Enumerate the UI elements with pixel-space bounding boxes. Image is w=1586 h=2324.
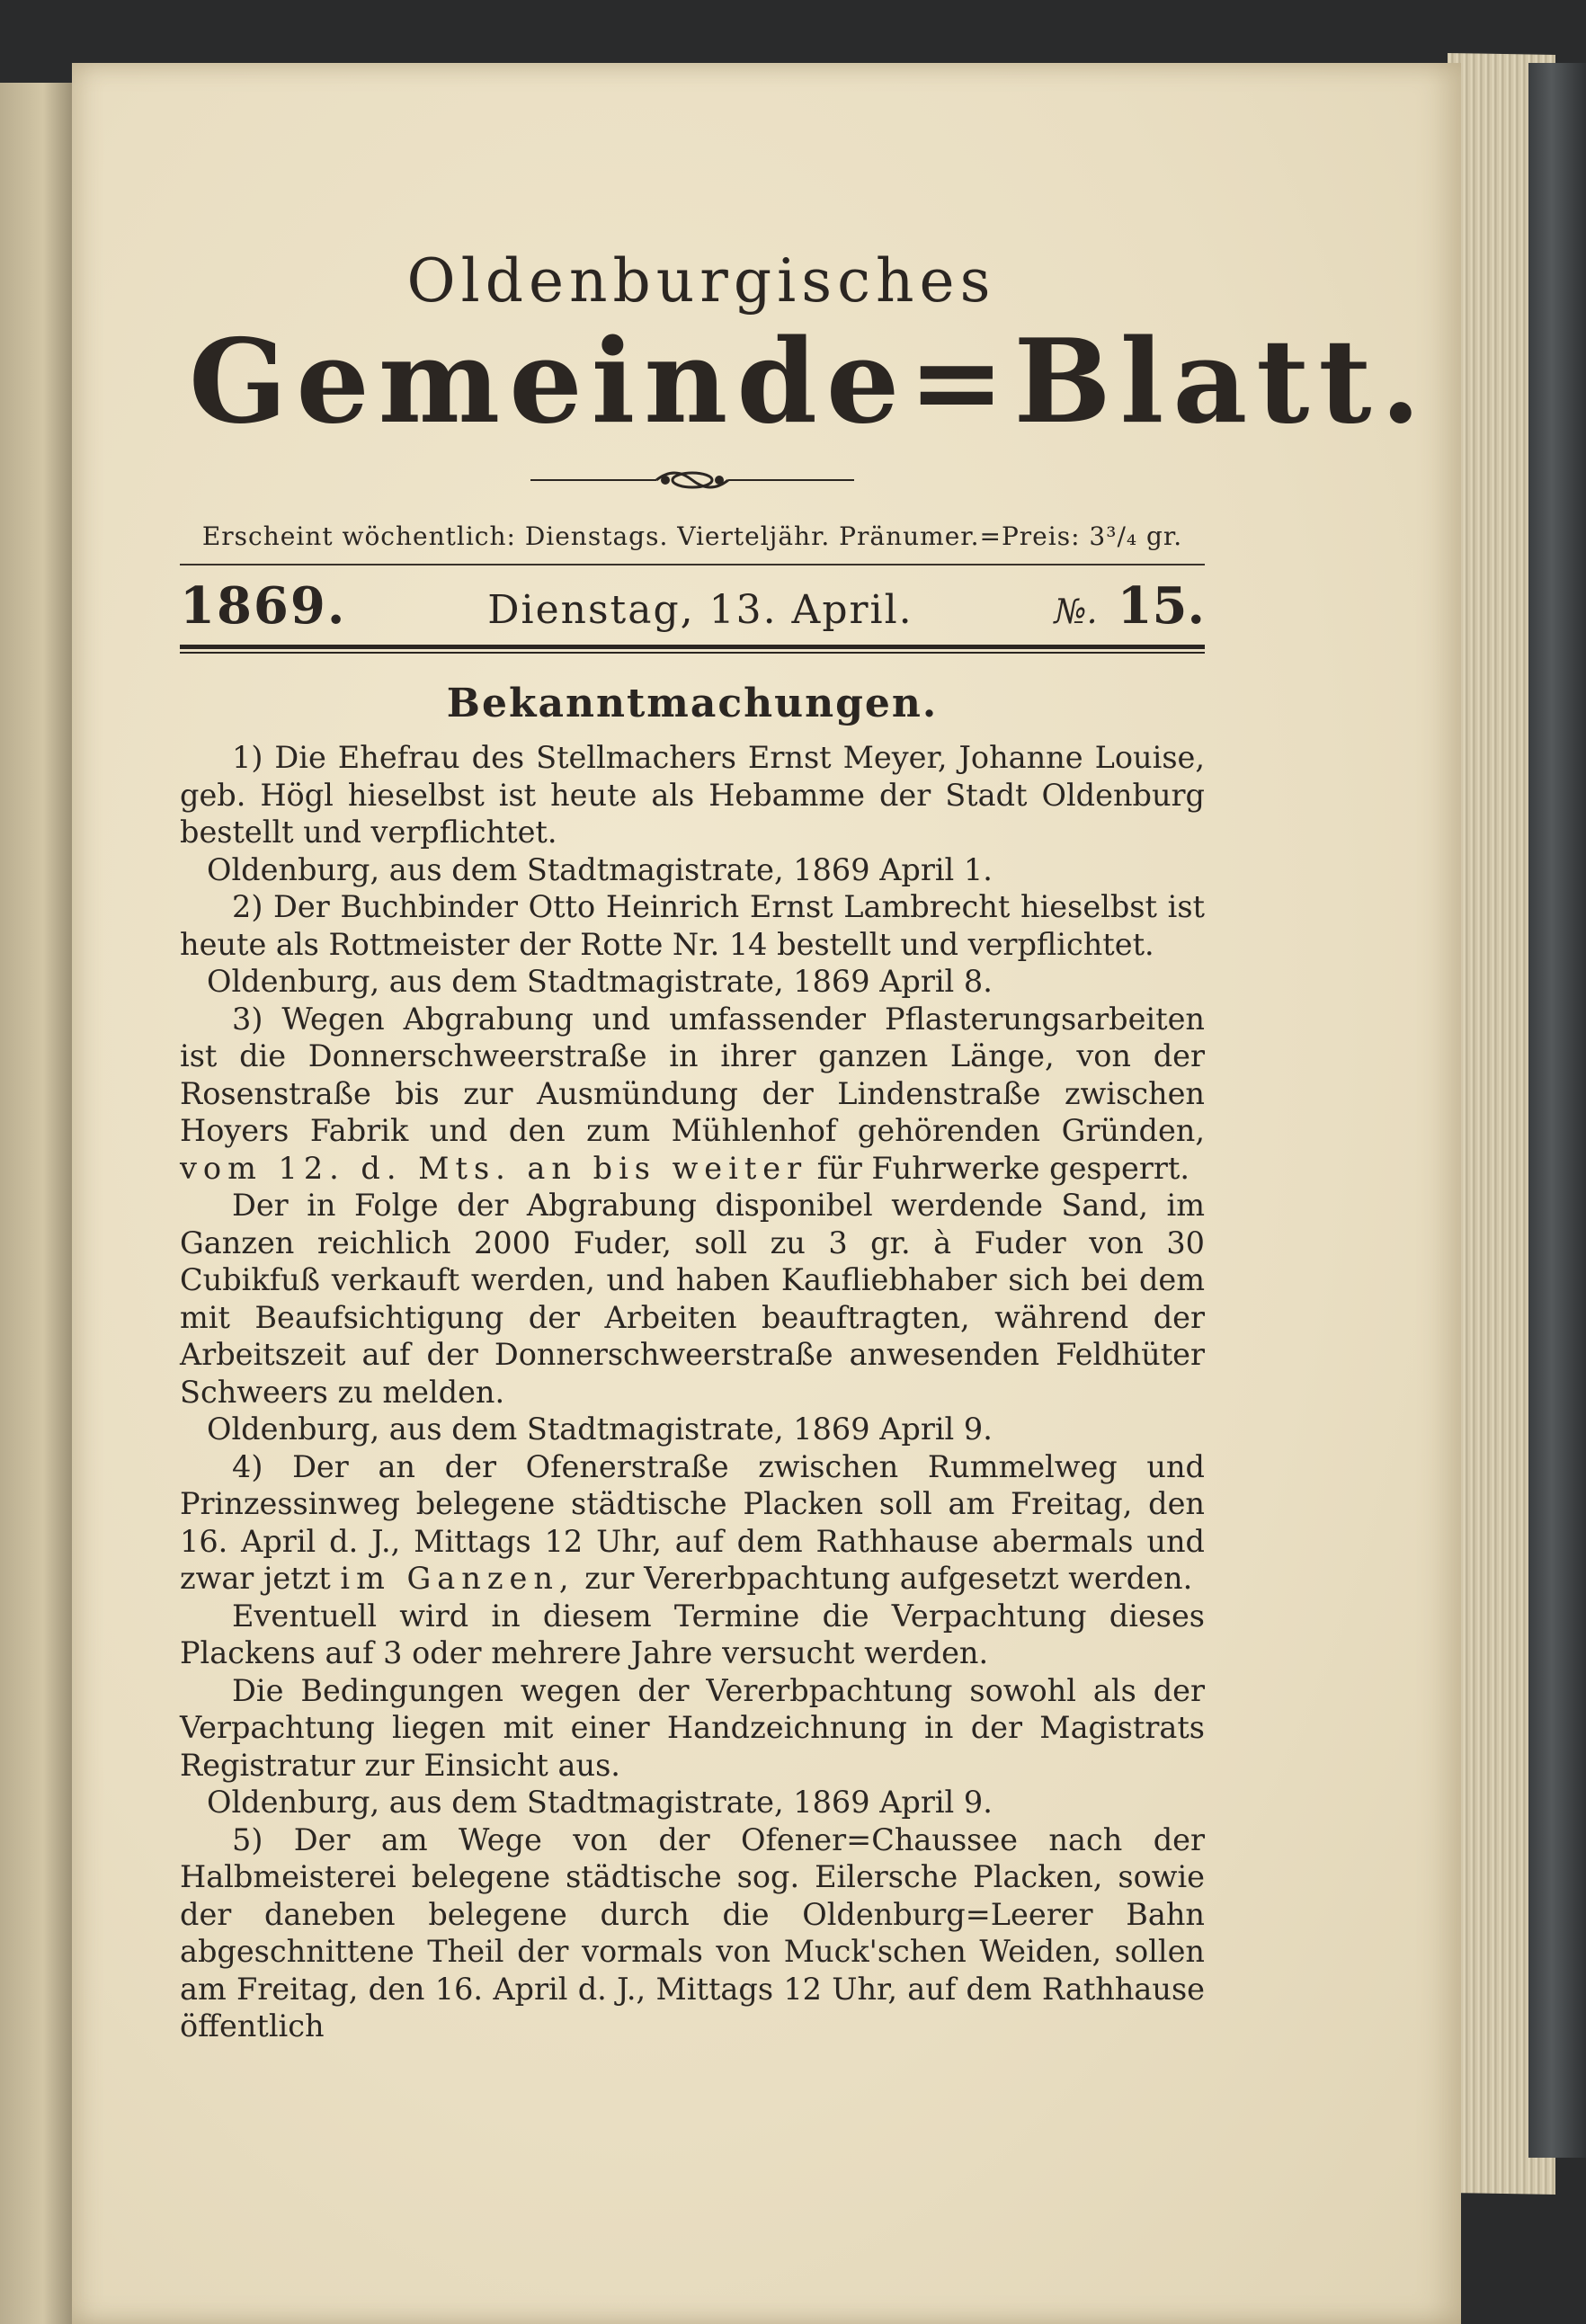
section-title: Bekanntmachungen.	[446, 681, 939, 727]
book-cover	[1528, 63, 1586, 2158]
issue-date: Dienstag, 13. April.	[487, 587, 913, 634]
notice-3-signature: Oldenburg, aus dem Stadtmagistrate, 1869 April 9.	[207, 1411, 993, 1447]
subscription-line: Erscheint wöchentlich: Dienstags. Vierteljähr. Pränumer.=Preis: 3³/₄ gr.	[201, 521, 1183, 552]
notice-4-text	[180, 1448, 1205, 1598]
ornament-divider	[530, 462, 854, 498]
rule-thin	[180, 564, 1205, 565]
notice-4-text-spaced: im Ganzen,	[340, 1561, 575, 1597]
notice-5-text: 5) Der am Wege von der Ofener=Chaussee nach der Halbmeisterei belegene städtische sog. Eilersche Placken, sowie der daneben belegene durch die Oldenburg=Leerer Bahn abgeschnittene Theil der vormals von Muck'schen Weiden, sollen am Freitag, den 16. April d. J., Mittags 12 Uhr, auf dem Rathhause öffentlich	[180, 1821, 1205, 2044]
page-content	[180, 246, 1430, 2045]
notice-3-text-spaced: vom 12. d. Mts. an bis weiter	[180, 1150, 808, 1186]
notice-1-text: 1) Die Ehefrau des Stellmachers Ernst Meyer, Johanne Louise, geb. Högl hieselbst ist heute als Hebamme der Stadt Oldenburg bestellt und verpflichtet.	[180, 740, 1205, 850]
notice-3-text-a: 3) Wegen Abgrabung und umfassender Pflasterungsarbeiten ist die Donnerschweerstraße in ihrer ganzen Länge, von der Rosenstraße bis zur Ausmündung der Lindenstraße zwischen Hoyers Fabrik und den zum Mühlenhof gehörenden Gründen,	[180, 1001, 1205, 1149]
notice-3-text	[180, 1001, 1205, 1188]
number-sign: №.	[1054, 592, 1098, 632]
notice-4-text-a: 4) Der an der Ofenerstraße zwischen Rummelweg und Prinzessinweg belegene städtische Placken soll am Freitag, den 16. April d. J., Mittags 12 Uhr, auf dem Rathhause abermals und zwar jetzt	[180, 1448, 1205, 1597]
notice-1-signature: Oldenburg, aus dem Stadtmagistrate, 1869 April 1.	[207, 851, 993, 887]
issue-number	[1055, 576, 1205, 636]
issue-number-value: 15.	[1117, 576, 1205, 637]
issue-year: 1869.	[180, 576, 347, 637]
notice-3-text-2: Der in Folge der Abgrabung disponibel werdende Sand, im Ganzen reichlich 2000 Fuder, soll zu 3 gr. à Fuder von 30 Cubikfuß verkauft werden, und haben Kaufliebhaber sich bei dem mit Beaufsichtigung der Arbeiten beauftragten, während der Arbeitszeit auf der Donnerschweerstraße anwesenden Feldhüter Schweers zu melden.	[180, 1188, 1205, 1410]
masthead-title: Gemeinde=Blatt.	[189, 315, 1430, 450]
newspaper-page	[72, 63, 1461, 2324]
masthead-line1: Oldenburgisches	[406, 246, 996, 316]
notice-2-signature: Oldenburg, aus dem Stadtmagistrate, 1869 April 8.	[207, 964, 993, 1000]
notice-4-text-2: Eventuell wird in diesem Termine die Verpachtung dieses Plackens auf 3 oder mehrere Jahre versucht werden.	[180, 1598, 1205, 1671]
notice-4-text-b: zur Vererbpachtung aufgesetzt werden.	[584, 1561, 1193, 1597]
rule-double	[180, 645, 1205, 654]
issue-dateline	[180, 576, 1205, 636]
notice-3-text-b: für Fuhrwerke gesperrt.	[816, 1150, 1190, 1186]
notice-4-signature: Oldenburg, aus dem Stadtmagistrate, 1869 April 9.	[207, 1785, 993, 1821]
left-page-edge	[0, 83, 72, 2324]
notice-2-text: 2) Der Buchbinder Otto Heinrich Ernst Lambrecht hieselbst ist heute als Rottmeister der Rotte Nr. 14 bestellt und verpflichtet.	[180, 889, 1205, 962]
notice-4-text-3: Die Bedingungen wegen der Vererbpachtung sowohl als der Verpachtung liegen mit einer Handzeichnung in der Magistrats Registratur zur Einsicht aus.	[180, 1672, 1205, 1783]
